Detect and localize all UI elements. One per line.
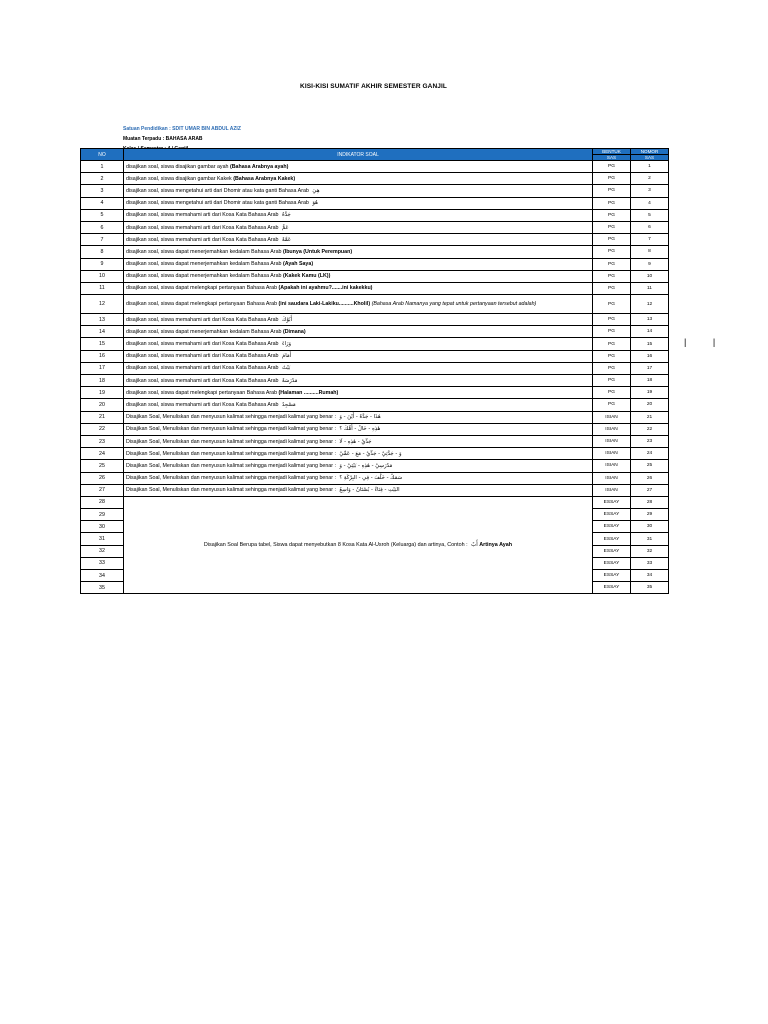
row-nomor: 21: [631, 411, 669, 423]
row-number: 5: [81, 209, 124, 221]
row-nomor: 10: [631, 270, 669, 282]
row-bentuk: PG: [593, 161, 631, 173]
row-number: 31: [81, 533, 124, 545]
indikator-text: disajikan soal, siswa memahami arti dari Kosa Kata Bahasa Arab: [126, 401, 279, 408]
row-bentuk: PG: [593, 173, 631, 185]
row-bentuk: PG: [593, 282, 631, 294]
essay-emphasis: Artinya Ayah: [479, 542, 513, 549]
row-nomor: 35: [631, 582, 669, 594]
row-nomor: 6: [631, 221, 669, 233]
row-number: 18: [81, 375, 124, 387]
row-indikator: [124, 484, 593, 496]
indikator-emphasis: (Kakek Kamu (LK)): [282, 273, 331, 280]
header-bentuk-sas: SAS: [593, 155, 631, 161]
side-marks: | |: [684, 337, 728, 347]
row-number: 12: [81, 295, 124, 314]
row-number: 24: [81, 448, 124, 460]
row-nomor: 32: [631, 545, 669, 557]
row-nomor: 15: [631, 338, 669, 350]
table-row: [81, 399, 669, 411]
row-indikator: [124, 209, 593, 221]
row-bentuk: PG: [593, 234, 631, 246]
meta-muatan-terpadu: Muatan Terpadu : BAHASA ARAB: [123, 136, 203, 142]
indikator-emphasis: (Halaman ..........Rumah): [278, 389, 339, 396]
row-nomor: 28: [631, 496, 669, 508]
row-number: 19: [81, 387, 124, 399]
row-nomor: 1: [631, 161, 669, 173]
row-nomor: 17: [631, 362, 669, 374]
row-bentuk: ESSAY: [593, 557, 631, 569]
arabic-text: جَدَّةٌ: [282, 212, 291, 219]
row-bentuk: PG: [593, 258, 631, 270]
row-indikator: [124, 185, 593, 197]
row-bentuk: ISIAN: [593, 448, 631, 460]
row-bentuk: ISIAN: [593, 411, 631, 423]
row-number: 15: [81, 338, 124, 350]
table-row: [81, 362, 669, 374]
row-nomor: 26: [631, 472, 669, 484]
table-row: [81, 338, 669, 350]
row-bentuk: ESSAY: [593, 496, 631, 508]
row-bentuk: PG: [593, 314, 631, 326]
indikator-text: disajikan soal, siswa dapat menerjemahkan kedalam Bahasa Arab: [126, 261, 282, 268]
indikator-text: disajikan soal, siswa memahami arti dari Kosa Kata Bahasa Arab: [126, 365, 279, 372]
row-number: 33: [81, 557, 124, 569]
row-nomor: 12: [631, 295, 669, 314]
table-row: [81, 387, 669, 399]
table-row: [81, 234, 669, 246]
indikator-text: disajikan soal, siswa memahami arti dari Kosa Kata Bahasa Arab: [126, 353, 279, 360]
essay-indikator: [124, 496, 593, 594]
row-bentuk: PG: [593, 221, 631, 233]
row-indikator: [124, 161, 593, 173]
indikator-emphasis: (Apakah ini ayahmu?.......ini kakekku): [278, 285, 373, 292]
row-number: 9: [81, 258, 124, 270]
indikator-emphasis: (Ayah Saya): [282, 261, 314, 268]
row-indikator: [124, 314, 593, 326]
table-row: [81, 326, 669, 338]
indikator-text: disajikan soal, siswa disajikan gambar ayah: [126, 163, 229, 170]
header-nomor: NOMOR: [631, 149, 669, 155]
header-bentuk: BENTUK: [593, 149, 631, 155]
row-number: 16: [81, 350, 124, 362]
indikator-text: Disajikan Soal, Menuliskan dan menyusun kalimat sehingga menjadi kalimat yang benar :: [126, 450, 336, 457]
indikator-emphasis: (Bahasa Arabnya Kakek): [233, 175, 296, 182]
row-bentuk: PG: [593, 185, 631, 197]
row-number: 26: [81, 472, 124, 484]
arabic-text: هِيَ: [312, 187, 320, 194]
arabic-text: عَمَّةٌ: [282, 236, 292, 243]
row-indikator: [124, 362, 593, 374]
header-indikator-soal: INDIKATOR SOAL: [124, 149, 593, 161]
row-indikator: [124, 282, 593, 294]
row-number: 1: [81, 161, 124, 173]
table-row: [81, 496, 669, 508]
table-row: [81, 197, 669, 209]
arabic-text: سَمَكٌ - خَلْفَ - فِي - البِرْكَةِ ؟: [339, 475, 403, 482]
row-indikator: [124, 435, 593, 447]
row-bentuk: ESSAY: [593, 545, 631, 557]
row-bentuk: ESSAY: [593, 582, 631, 594]
row-number: 3: [81, 185, 124, 197]
row-number: 14: [81, 326, 124, 338]
header-no: NO: [81, 149, 124, 161]
row-nomor: 31: [631, 533, 669, 545]
indikator-emphasis: (Bahasa Arabnya ayah): [229, 163, 289, 170]
row-nomor: 33: [631, 557, 669, 569]
table-row: [81, 435, 669, 447]
row-indikator: [124, 423, 593, 435]
arabic-text: البَيْتِ - فِنَاءُ - بُسْتَانٌ - وَاسِعٌ: [339, 487, 400, 494]
row-number: 11: [81, 282, 124, 294]
row-indikator: [124, 197, 593, 209]
row-number: 27: [81, 484, 124, 496]
row-nomor: 22: [631, 423, 669, 435]
row-indikator: [124, 221, 593, 233]
arabic-text: مَسْجِدٌ: [282, 401, 296, 408]
table-row: [81, 221, 669, 233]
arabic-text: أَبُوْكَ: [282, 316, 293, 323]
arabic-text: جَدِّيْ - هٰذِهِ - لَا: [339, 438, 372, 445]
row-number: 32: [81, 545, 124, 557]
row-number: 29: [81, 509, 124, 521]
arabic-text: عَمٌّ: [282, 224, 289, 231]
arabic-text: أَبٌ: [471, 542, 478, 549]
row-number: 7: [81, 234, 124, 246]
row-indikator: [124, 472, 593, 484]
arabic-text: هٰذَا - جَدَّةٌ - أَيْنَ - وَ: [339, 414, 381, 421]
arabic-text: مَدْرَسَةٌ: [282, 377, 298, 384]
row-number: 10: [81, 270, 124, 282]
row-nomor: 24: [631, 448, 669, 460]
row-nomor: 34: [631, 570, 669, 582]
row-bentuk: ESSAY: [593, 509, 631, 521]
row-indikator: [124, 399, 593, 411]
table-header-row: [81, 149, 669, 155]
row-bentuk: ISIAN: [593, 435, 631, 447]
table-row: [81, 472, 669, 484]
arabic-text: هُوَ: [312, 200, 318, 207]
row-bentuk: PG: [593, 295, 631, 314]
indikator-text: disajikan soal, siswa memahami arti dari Kosa Kata Bahasa Arab: [126, 236, 279, 243]
row-nomor: 29: [631, 509, 669, 521]
row-indikator: [124, 460, 593, 472]
indikator-text: Disajikan Soal, Menuliskan dan menyusun kalimat sehingga menjadi kalimat yang benar :: [126, 462, 336, 469]
arabic-text: وَرَاءَ: [282, 341, 292, 348]
row-bentuk: PG: [593, 375, 631, 387]
table-row: [81, 411, 669, 423]
row-bentuk: ISIAN: [593, 472, 631, 484]
indikator-emphasis: (Dimana): [282, 328, 306, 335]
row-nomor: 9: [631, 258, 669, 270]
row-bentuk: ESSAY: [593, 570, 631, 582]
row-number: 17: [81, 362, 124, 374]
row-number: 2: [81, 173, 124, 185]
table-row: [81, 448, 669, 460]
row-nomor: 18: [631, 375, 669, 387]
row-indikator: [124, 246, 593, 258]
row-nomor: 5: [631, 209, 669, 221]
meta-satuan-pendidikan: Satuan Pendidikan : SDIT UMAR BIN ABDUL AZIZ: [123, 126, 241, 132]
row-nomor: 30: [631, 521, 669, 533]
row-bentuk: PG: [593, 209, 631, 221]
row-indikator: [124, 258, 593, 270]
row-bentuk: PG: [593, 399, 631, 411]
indikator-emphasis: (ini saudara Laki-Lakiku..........Kholil): [278, 301, 371, 308]
table-row: [81, 282, 669, 294]
row-nomor: 16: [631, 350, 669, 362]
indikator-text: disajikan soal, siswa disajikan gambar Kakek: [126, 175, 232, 182]
row-nomor: 4: [631, 197, 669, 209]
row-number: 30: [81, 521, 124, 533]
row-indikator: [124, 326, 593, 338]
row-bentuk: ESSAY: [593, 533, 631, 545]
indikator-text: disajikan soal, siswa dapat menerjemahkan kedalam Bahasa Arab: [126, 248, 282, 255]
arabic-text: وَ - جَدَّتِيْ - جَدِّيْ - مَعَ - عَمِّيْ: [339, 450, 402, 457]
indikator-text: disajikan soal, siswa memahami arti dari Kosa Kata Bahasa Arab: [126, 224, 279, 231]
table-row: [81, 423, 669, 435]
indikator-text: disajikan soal, siswa dapat melengkapi pertanyaan Bahasa Arab: [126, 285, 278, 292]
row-indikator: [124, 411, 593, 423]
row-bentuk: ISIAN: [593, 460, 631, 472]
table-row: [81, 460, 669, 472]
row-indikator: [124, 270, 593, 282]
row-number: 6: [81, 221, 124, 233]
indikator-text: disajikan soal, siswa memahami arti dari Kosa Kata Bahasa Arab: [126, 341, 279, 348]
table-row: [81, 295, 669, 314]
page-title: KISI-KISI SUMATIF AKHIR SEMESTER GANJIL: [300, 83, 447, 90]
table-row: [81, 161, 669, 173]
row-indikator: [124, 338, 593, 350]
indikator-emphasis: (Ibunya (Untuk Perempuan): [282, 248, 353, 255]
row-bentuk: ISIAN: [593, 423, 631, 435]
table-row: [81, 209, 669, 221]
indikator-text: disajikan soal, siswa mengetahui arti dari Dhomir atau kata ganti Bahasa Arab: [126, 187, 309, 194]
indikator-text: Disajikan Soal, Menuliskan dan menyusun kalimat sehingga menjadi kalimat yang benar :: [126, 414, 336, 421]
indikator-text: disajikan soal, siswa dapat menerjemahkan kedalam Bahasa Arab: [126, 273, 282, 280]
row-indikator: [124, 448, 593, 460]
indikator-text: Disajikan Soal, Menuliskan dan menyusun kalimat sehingga menjadi kalimat yang benar :: [126, 438, 336, 445]
row-indikator: [124, 350, 593, 362]
row-number: 25: [81, 460, 124, 472]
row-indikator: [124, 295, 593, 314]
row-nomor: 11: [631, 282, 669, 294]
row-bentuk: PG: [593, 350, 631, 362]
row-bentuk: PG: [593, 246, 631, 258]
row-nomor: 2: [631, 173, 669, 185]
table-row: [81, 314, 669, 326]
table-row: [81, 173, 669, 185]
row-number: 22: [81, 423, 124, 435]
row-bentuk: PG: [593, 387, 631, 399]
arabic-text: أَمَامَ: [282, 353, 292, 360]
row-number: 35: [81, 582, 124, 594]
indikator-text: disajikan soal, siswa mengetahui arti dari Dhomir atau kata ganti Bahasa Arab: [126, 200, 309, 207]
row-number: 34: [81, 570, 124, 582]
row-nomor: 27: [631, 484, 669, 496]
indikator-text: Disajikan Soal, Menuliskan dan menyusun kalimat sehingga menjadi kalimat yang benar :: [126, 426, 336, 433]
row-indikator: [124, 375, 593, 387]
row-indikator: [124, 173, 593, 185]
row-bentuk: ESSAY: [593, 521, 631, 533]
row-bentuk: ISIAN: [593, 484, 631, 496]
row-nomor: 20: [631, 399, 669, 411]
row-bentuk: PG: [593, 338, 631, 350]
row-nomor: 19: [631, 387, 669, 399]
row-bentuk: PG: [593, 270, 631, 282]
indikator-text: disajikan soal, siswa dapat melengkapi pertanyaan Bahasa Arab: [126, 301, 278, 308]
row-indikator: [124, 234, 593, 246]
row-number: 21: [81, 411, 124, 423]
table-row: [81, 350, 669, 362]
row-nomor: 13: [631, 314, 669, 326]
row-number: 8: [81, 246, 124, 258]
indikator-text: Disajikan Soal, Menuliskan dan menyusun kalimat sehingga menjadi kalimat yang benar :: [126, 475, 336, 482]
table-row: [81, 246, 669, 258]
row-nomor: 14: [631, 326, 669, 338]
row-nomor: 7: [631, 234, 669, 246]
row-nomor: 25: [631, 460, 669, 472]
row-bentuk: PG: [593, 326, 631, 338]
table-row: [81, 375, 669, 387]
arabic-text: مَدْرَسِيْ - هٰذِهِ - بَيْتِيْ - وَ: [339, 462, 393, 469]
table-row: [81, 258, 669, 270]
indikator-text: disajikan soal, siswa memahami arti dari Kosa Kata Bahasa Arab: [126, 316, 279, 323]
row-indikator: [124, 387, 593, 399]
indikator-text: Disajikan Soal, Menuliskan dan menyusun kalimat sehingga menjadi kalimat yang benar :: [126, 487, 336, 494]
row-bentuk: PG: [593, 362, 631, 374]
row-nomor: 23: [631, 435, 669, 447]
kisi-kisi-table: [80, 148, 669, 594]
indikator-note: (Bahasa Arab Namanya yang tepat untuk pertanyaan tersebut adalah): [371, 301, 537, 308]
table-row: [81, 270, 669, 282]
header-nomor-sas: SAS: [631, 155, 669, 161]
row-bentuk: PG: [593, 197, 631, 209]
indikator-text: disajikan soal, siswa memahami arti dari Kosa Kata Bahasa Arab: [126, 212, 279, 219]
row-nomor: 3: [631, 185, 669, 197]
indikator-text: disajikan soal, siswa dapat melengkapi pertanyaan Bahasa Arab: [126, 389, 278, 396]
table-row: [81, 484, 669, 496]
essay-text: Disajikan Soal Berupa tabel, Siswa dapat menyebutkan 8 Kosa Kata Al-Usroh (Keluarga) dan artinya, Contoh :: [203, 542, 468, 549]
row-nomor: 8: [631, 246, 669, 258]
indikator-text: disajikan soal, siswa dapat menerjemahkan kedalam Bahasa Arab: [126, 328, 282, 335]
row-number: 4: [81, 197, 124, 209]
table-row: [81, 185, 669, 197]
row-number: 20: [81, 399, 124, 411]
row-number: 28: [81, 496, 124, 508]
arabic-text: هٰذِهِ - خَالٌ - أُمُّكَ ؟: [339, 426, 381, 433]
indikator-text: disajikan soal, siswa memahami arti dari Kosa Kata Bahasa Arab: [126, 377, 279, 384]
arabic-text: بَيْتٌ: [282, 365, 291, 372]
row-number: 23: [81, 435, 124, 447]
row-number: 13: [81, 314, 124, 326]
